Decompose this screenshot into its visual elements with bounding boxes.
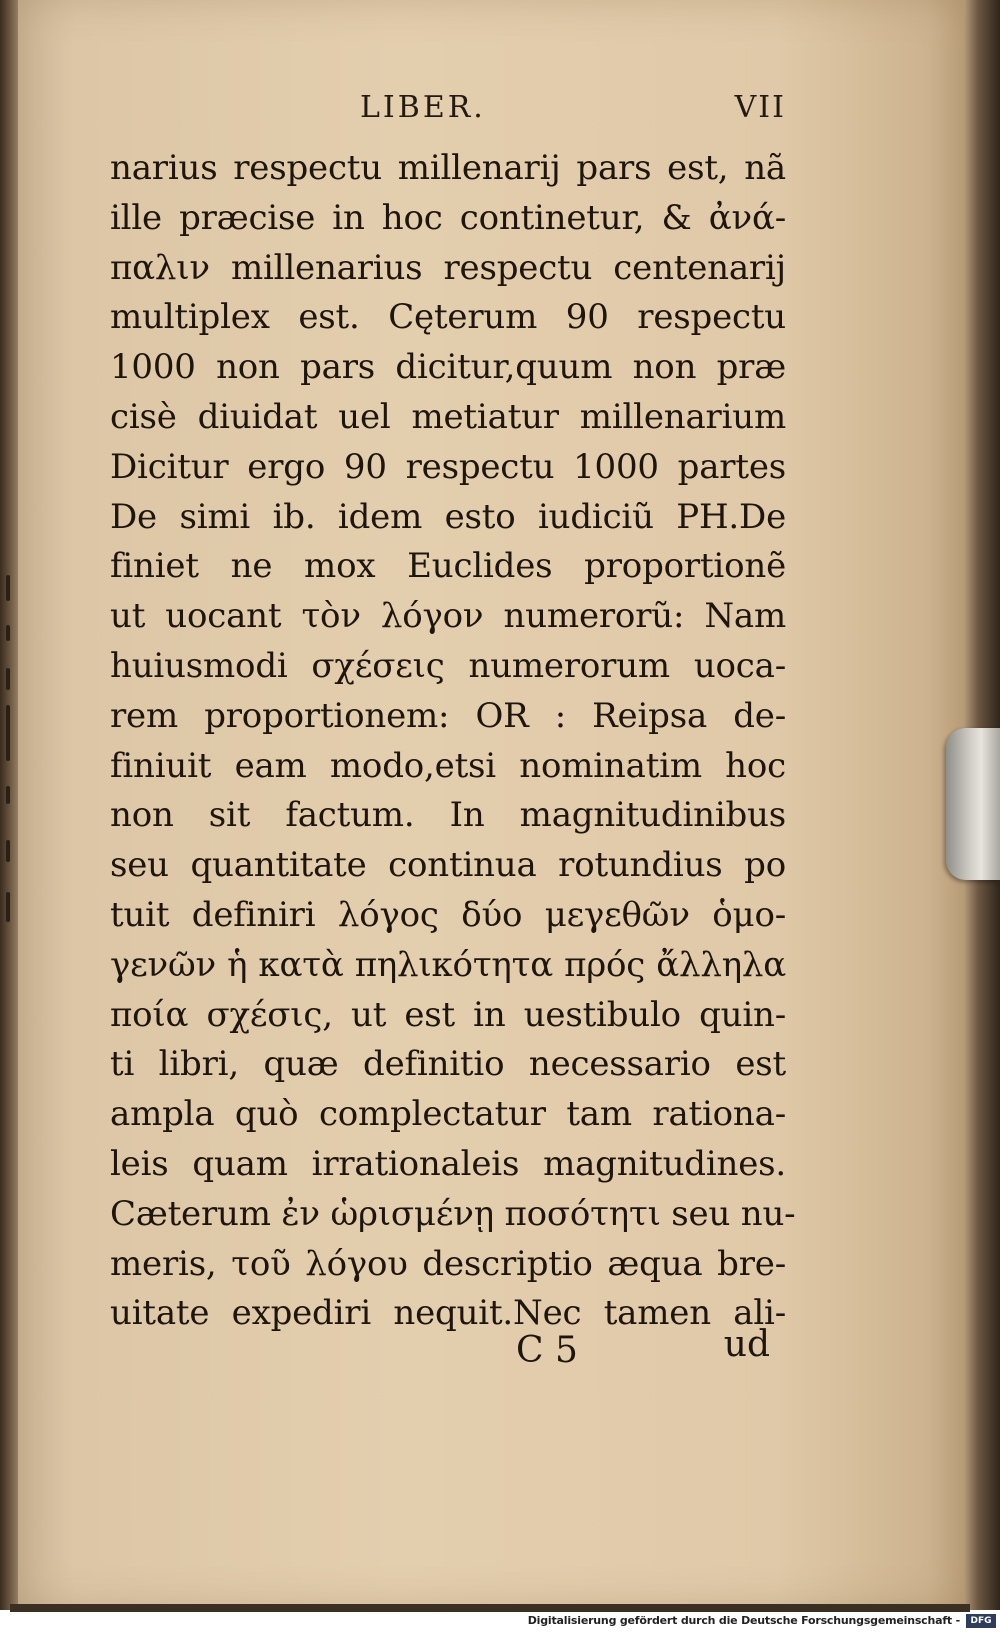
page-bottom-edge	[10, 1604, 970, 1612]
text-line: Cæterum ἐν ὡρισμένῃ ποσότητι seu nu-	[110, 1193, 796, 1234]
text-line: Dicitur ergo 90 respectu 1000 partes	[110, 446, 786, 487]
text-line: huiusmodi σχέσεις numerorum uoca-	[110, 645, 786, 686]
text-line: ampla quò complectatur tam rationa-	[110, 1094, 786, 1135]
digitization-footer	[0, 1612, 1000, 1634]
text-line: meris, τοῦ λόγου descriptio æqua bre-	[110, 1243, 786, 1284]
text-line: παλιν millenarius respectu centenarij	[110, 247, 786, 288]
text-line: cisè diuidat uel metiatur millenarium	[110, 396, 786, 437]
text-line: multiplex est. Cęterum 90 respectu	[110, 297, 786, 338]
text-line: ποία σχέσις, ut est in uestibulo quin-	[110, 994, 786, 1035]
text-line: narius respectu millenarij pars est, nã	[110, 148, 786, 188]
folio-number: VII	[734, 90, 786, 125]
text-line: 1000 non pars dicitur,quum non præ	[110, 347, 786, 388]
text-line: seu quantitate continua rotundius po	[110, 845, 786, 886]
text-line: De simi ib. idem esto iudiciũ PH.De	[110, 496, 786, 537]
running-head	[114, 86, 786, 136]
page-clip	[946, 728, 1000, 880]
text-line: γενῶν ἡ κατὰ πηλικότητα πρός ἄλληλα	[110, 944, 786, 985]
catchline	[110, 1324, 786, 1380]
text-line: ut uocant τὸν λόγον numerorũ: Nam	[110, 596, 786, 637]
text-line: non sit factum. In magnitudinibus	[110, 795, 786, 836]
running-title: LIBER.	[360, 90, 486, 125]
text-line: finiuit eam modo,etsi nominatim hoc	[110, 745, 786, 786]
catchword: ud	[723, 1324, 770, 1365]
text-line: rem proportionem: OR : Reipsa de-	[110, 695, 786, 736]
text-block	[110, 144, 796, 1339]
page-leaf	[18, 0, 966, 1608]
footer-credit: Digitalisierung gefördert durch die Deutsche Forschungsgemeinschaft -	[527, 1614, 960, 1627]
text-line: finiet ne mox Euclides proportionẽ	[110, 546, 786, 587]
text-line: uitate expediri nequit.Nec tamen ali-	[110, 1293, 786, 1334]
text-line: leis quam irrationaleis magnitudines.	[110, 1143, 786, 1184]
dfg-logo-icon: DFG	[966, 1614, 996, 1628]
text-line: tuit definiri λόγος δύο μεγεθῶν ὁμο-	[110, 894, 786, 935]
signature-mark: C 5	[516, 1330, 578, 1371]
text-line: ille præcise in hoc continetur, & ἀνά-	[110, 197, 786, 238]
text-line: ti libri, quæ definitio necessario est	[110, 1044, 786, 1085]
